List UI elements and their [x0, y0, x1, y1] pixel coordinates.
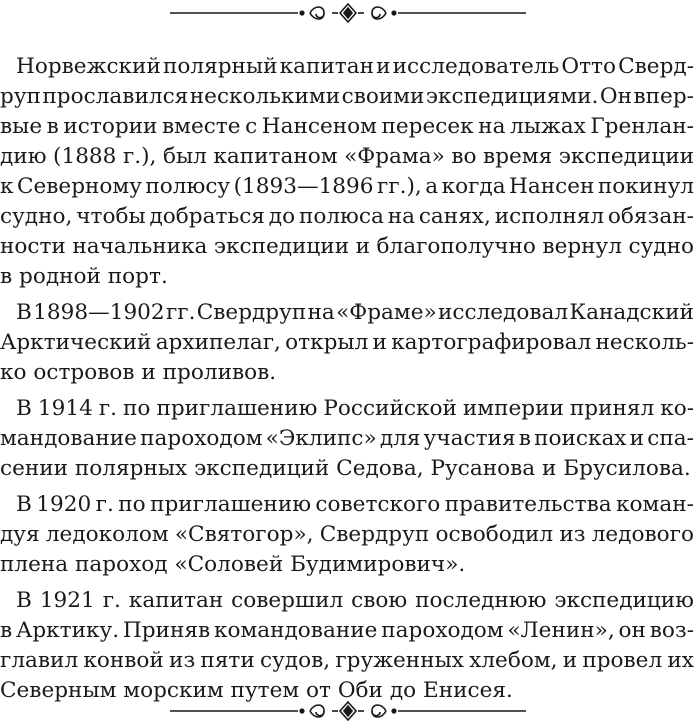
text-line: плена пароход «Соловей Будимирович». — [0, 552, 466, 577]
text-line: мандование пароходом «Эклипс» для участия в поисках и спа- — [0, 426, 694, 451]
text-line: вые в истории вместе с Нансеном пересек на лыжах Гренлан- — [0, 114, 694, 139]
text-line: Северным морским путем от Оби до Енисея. — [0, 678, 513, 703]
text-line: В 1898—1902 гг. Свердруп на «Фраме» исследовал Канадский — [16, 300, 694, 325]
text-line: руп прославился несколькими своими экспедициями. Он впер- — [0, 84, 694, 109]
text-line: ко островов и проливов. — [0, 360, 277, 385]
text-line: В 1921 г. капитан совершил свою последнюю экспедицию — [16, 588, 694, 613]
paragraph — [0, 52, 696, 292]
paragraph — [0, 298, 696, 388]
text-line: сении полярных экспедиций Седова, Русанова и Брусилова. — [0, 456, 691, 481]
text-line: дуя ледоколом «Святогор», Свердруп освободил из ледового — [0, 522, 694, 547]
text-line: Арктический архипелаг, открыл и картографировал несколь- — [0, 330, 694, 355]
text-line: В 1920 г. по приглашению советского правительства коман- — [16, 492, 694, 517]
text-line: Норвежский полярный капитан и исследователь Отто Сверд- — [16, 54, 694, 79]
bottom-ornament-divider — [170, 701, 526, 721]
text-line: в родной порт. — [0, 264, 168, 289]
article-text — [0, 52, 696, 706]
top-ornament-divider — [170, 3, 526, 23]
paragraph — [0, 394, 696, 484]
text-line: в Арктику. Приняв командование пароходом «Ленин», он воз- — [0, 618, 694, 643]
text-line: судно, чтобы добраться до полюса на санях, исполнял обязан- — [0, 204, 694, 229]
text-line: главил конвой из пяти судов, груженных хлебом, и провел их — [0, 648, 694, 673]
paragraph — [0, 586, 696, 706]
text-line: В 1914 г. по приглашению Российской империи принял ко- — [16, 396, 694, 421]
text-line: дию (1888 г.), был капитаном «Фрама» во время экспедиции — [0, 144, 694, 169]
paragraph — [0, 490, 696, 580]
text-line: ности начальника экспедиции и благополучно вернул судно — [0, 234, 694, 259]
text-line: к Северному полюсу (1893—1896 гг.), а когда Нансен покинул — [0, 174, 694, 199]
